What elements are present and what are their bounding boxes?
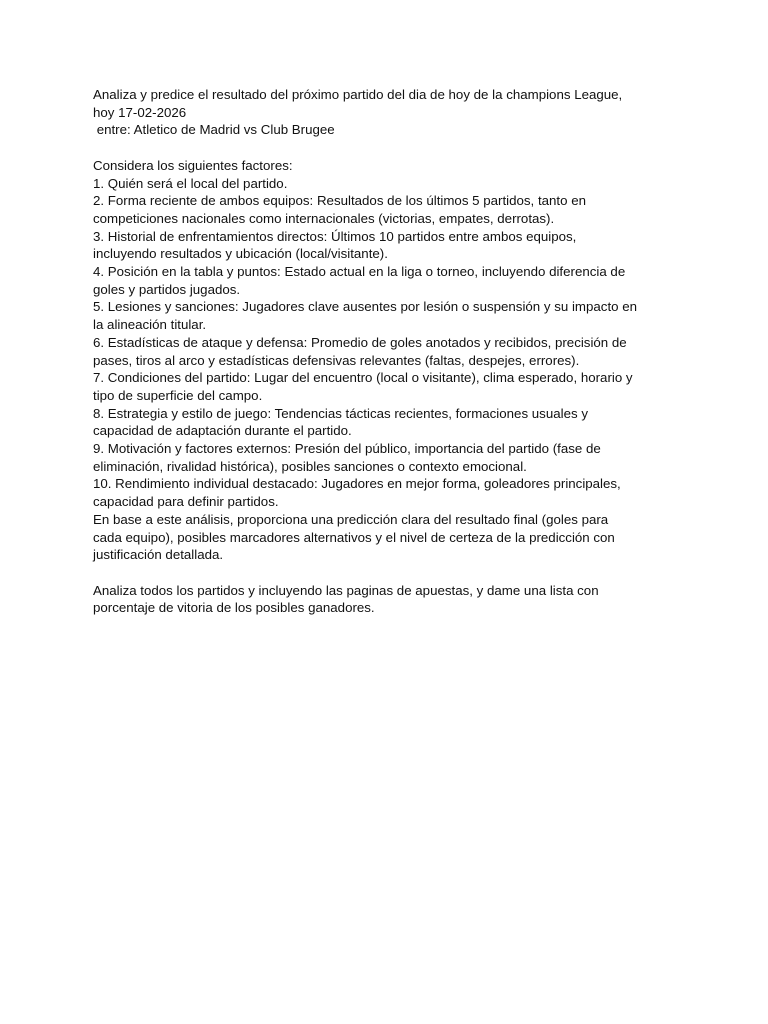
closing-line: Analiza todos los partidos y incluyendo las paginas de apuestas, y dame una lista con bbox=[93, 582, 599, 598]
intro-line: entre: Atletico de Madrid vs Club Brugee bbox=[93, 122, 335, 138]
factor-line: 3. Historial de enfrentamientos directos: Últimos 10 partidos entre ambos equipos, bbox=[93, 228, 577, 244]
factor-line: 4. Posición en la tabla y puntos: Estado actual en la liga o torneo, incluyendo diferencia de bbox=[93, 264, 626, 280]
factor-line: 1. Quién será el local del partido. bbox=[93, 175, 288, 191]
intro-line: Analiza y predice el resultado del próximo partido del dia de hoy de la champions League, bbox=[93, 87, 623, 102]
closing-line: porcentaje de vitoria de los posibles ganadores. bbox=[93, 600, 375, 616]
factor-line: incluyendo resultados y ubicación (local/visitante). bbox=[93, 246, 388, 262]
intro-line: hoy 17-02-2026 bbox=[93, 104, 187, 120]
factor-line: En base a este análisis, proporciona una predicción clara del resultado final (goles para bbox=[93, 511, 609, 527]
blank-line bbox=[93, 139, 683, 157]
factor-line: capacidad de adaptación durante el partido. bbox=[93, 423, 352, 439]
factor-line: 9. Motivación y factores externos: Presión del público, importancia del partido (fase de bbox=[93, 441, 601, 457]
factor-line: 2. Forma reciente de ambos equipos: Resultados de los últimos 5 partidos, tanto en bbox=[93, 193, 586, 209]
factor-line: goles y partidos jugados. bbox=[93, 281, 241, 297]
factor-line: la alineación titular. bbox=[93, 317, 207, 333]
factor-line: cada equipo), posibles marcadores alternativos y el nivel de certeza de la predicción con bbox=[93, 529, 615, 545]
document-body bbox=[93, 86, 683, 617]
factor-line: capacidad para definir partidos. bbox=[93, 494, 279, 510]
factor-line: eliminación, rivalidad histórica), posibles sanciones o contexto emocional. bbox=[93, 458, 527, 474]
factor-line: 8. Estrategia y estilo de juego: Tendencias tácticas recientes, formaciones usuales y bbox=[93, 405, 588, 421]
factors-heading: Considera los siguientes factores: bbox=[93, 157, 293, 173]
factor-line: 10. Rendimiento individual destacado: Jugadores en mejor forma, goleadores principales, bbox=[93, 476, 621, 492]
factor-line: 5. Lesiones y sanciones: Jugadores clave ausentes por lesión o suspensión y su impacto en bbox=[93, 299, 638, 315]
factor-line: 6. Estadísticas de ataque y defensa: Promedio de goles anotados y recibidos, precisión de bbox=[93, 334, 627, 350]
factor-line: 7. Condiciones del partido: Lugar del encuentro (local o visitante), clima esperado, horario y bbox=[93, 370, 633, 386]
blank-line bbox=[93, 564, 683, 582]
factor-line: tipo de superficie del campo. bbox=[93, 387, 263, 403]
factor-line: pases, tiros al arco y estadísticas defensivas relevantes (faltas, despejes, errores). bbox=[93, 352, 580, 368]
factor-line: competiciones nacionales como internacionales (victorias, empates, derrotas). bbox=[93, 210, 555, 226]
factor-line: justificación detallada. bbox=[93, 547, 224, 563]
